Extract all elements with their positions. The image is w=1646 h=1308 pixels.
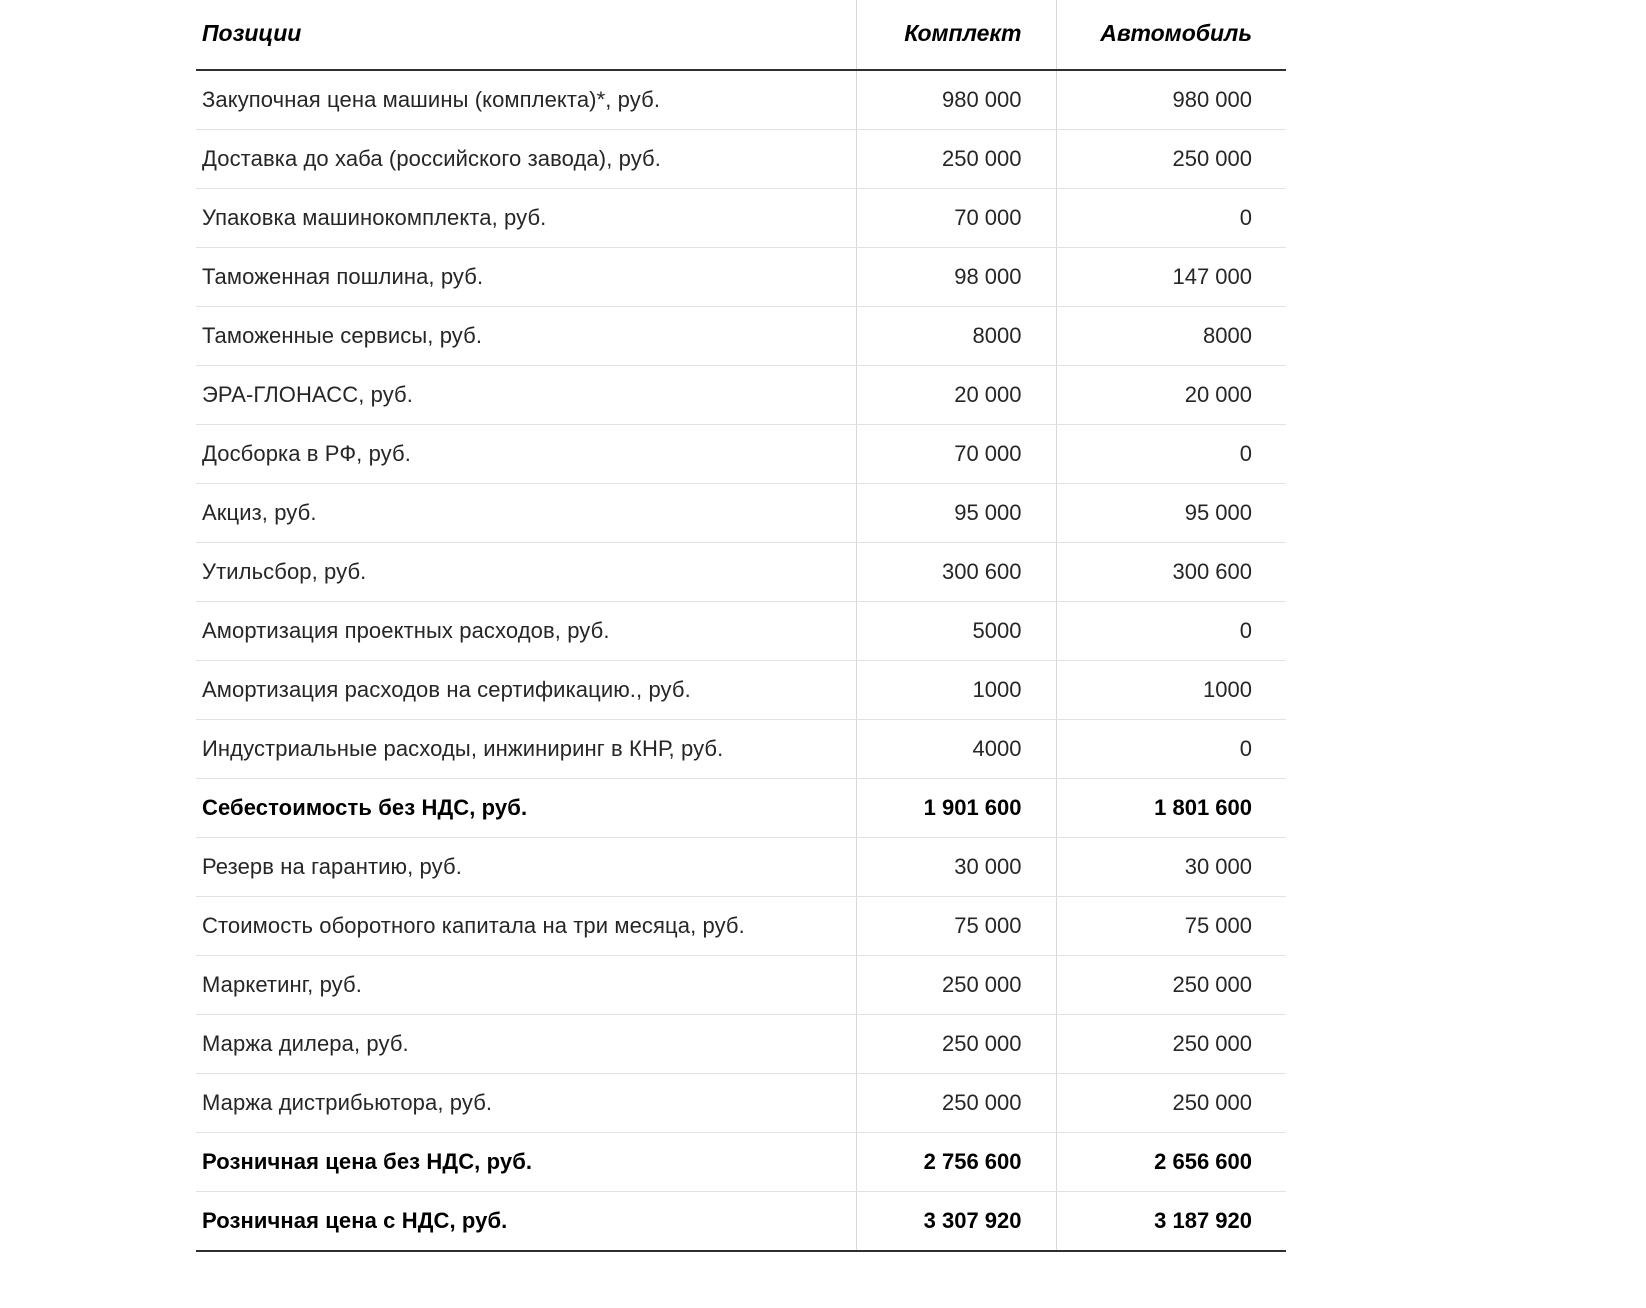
row-label: Таможенные сервисы, руб. <box>196 307 856 366</box>
row-value-kit: 4000 <box>856 720 1056 779</box>
table-body <box>196 70 1286 1251</box>
row-value-car: 95 000 <box>1056 484 1286 543</box>
table-header-row <box>196 0 1286 70</box>
table-row <box>196 130 1286 189</box>
row-label: Досборка в РФ, руб. <box>196 425 856 484</box>
table-row <box>196 543 1286 602</box>
table-row <box>196 1074 1286 1133</box>
row-label: Розничная цена с НДС, руб. <box>196 1192 856 1252</box>
row-value-car: 20 000 <box>1056 366 1286 425</box>
row-value-car: 1000 <box>1056 661 1286 720</box>
row-label: Розничная цена без НДС, руб. <box>196 1133 856 1192</box>
row-label: Таможенная пошлина, руб. <box>196 248 856 307</box>
row-value-kit: 70 000 <box>856 189 1056 248</box>
column-header-positions: Позиции <box>196 0 856 70</box>
row-label: Упаковка машинокомплекта, руб. <box>196 189 856 248</box>
cost-breakdown-table-container <box>196 0 1296 1252</box>
row-label: Амортизация проектных расходов, руб. <box>196 602 856 661</box>
row-value-car: 0 <box>1056 720 1286 779</box>
row-value-kit: 300 600 <box>856 543 1056 602</box>
table-row <box>196 661 1286 720</box>
row-label: ЭРА-ГЛОНАСС, руб. <box>196 366 856 425</box>
row-value-car: 75 000 <box>1056 897 1286 956</box>
row-value-kit: 250 000 <box>856 1015 1056 1074</box>
row-value-car: 250 000 <box>1056 1074 1286 1133</box>
table-row <box>196 425 1286 484</box>
row-value-car: 300 600 <box>1056 543 1286 602</box>
row-label: Акциз, руб. <box>196 484 856 543</box>
row-value-car: 250 000 <box>1056 956 1286 1015</box>
row-value-kit: 30 000 <box>856 838 1056 897</box>
row-value-kit: 250 000 <box>856 1074 1056 1133</box>
row-label: Маркетинг, руб. <box>196 956 856 1015</box>
row-value-kit: 95 000 <box>856 484 1056 543</box>
row-value-car: 30 000 <box>1056 838 1286 897</box>
row-value-car: 0 <box>1056 189 1286 248</box>
table-row <box>196 720 1286 779</box>
table-row <box>196 1133 1286 1192</box>
row-label: Себестоимость без НДС, руб. <box>196 779 856 838</box>
row-label: Стоимость оборотного капитала на три месяца, руб. <box>196 897 856 956</box>
row-value-car: 0 <box>1056 425 1286 484</box>
row-label: Маржа дилера, руб. <box>196 1015 856 1074</box>
row-value-car: 8000 <box>1056 307 1286 366</box>
row-value-kit: 70 000 <box>856 425 1056 484</box>
row-label: Утильсбор, руб. <box>196 543 856 602</box>
table-row <box>196 484 1286 543</box>
row-value-kit: 98 000 <box>856 248 1056 307</box>
row-value-kit: 1000 <box>856 661 1056 720</box>
row-value-kit: 1 901 600 <box>856 779 1056 838</box>
table-row <box>196 366 1286 425</box>
row-value-kit: 75 000 <box>856 897 1056 956</box>
table-row <box>196 1192 1286 1252</box>
row-value-kit: 8000 <box>856 307 1056 366</box>
row-value-car: 147 000 <box>1056 248 1286 307</box>
row-value-kit: 3 307 920 <box>856 1192 1056 1252</box>
row-value-car: 1 801 600 <box>1056 779 1286 838</box>
row-value-kit: 2 756 600 <box>856 1133 1056 1192</box>
table-row <box>196 189 1286 248</box>
row-label: Резерв на гарантию, руб. <box>196 838 856 897</box>
row-label: Закупочная цена машины (комплекта)*, руб. <box>196 70 856 130</box>
column-header-kit: Комплект <box>856 0 1056 70</box>
row-value-car: 2 656 600 <box>1056 1133 1286 1192</box>
table-row <box>196 307 1286 366</box>
row-value-car: 250 000 <box>1056 1015 1286 1074</box>
table-row <box>196 779 1286 838</box>
row-value-kit: 5000 <box>856 602 1056 661</box>
row-value-car: 3 187 920 <box>1056 1192 1286 1252</box>
table-row <box>196 838 1286 897</box>
row-value-kit: 980 000 <box>856 70 1056 130</box>
row-value-kit: 250 000 <box>856 130 1056 189</box>
table-row <box>196 956 1286 1015</box>
table-row <box>196 1015 1286 1074</box>
row-value-car: 0 <box>1056 602 1286 661</box>
row-value-car: 250 000 <box>1056 130 1286 189</box>
row-label: Амортизация расходов на сертификацию., руб. <box>196 661 856 720</box>
row-value-kit: 250 000 <box>856 956 1056 1015</box>
table-row <box>196 248 1286 307</box>
table-header <box>196 0 1286 70</box>
table-row <box>196 70 1286 130</box>
row-value-kit: 20 000 <box>856 366 1056 425</box>
row-label: Индустриальные расходы, инжиниринг в КНР, руб. <box>196 720 856 779</box>
table-row <box>196 602 1286 661</box>
row-label: Доставка до хаба (российского завода), руб. <box>196 130 856 189</box>
table-row <box>196 897 1286 956</box>
cost-breakdown-table <box>196 0 1286 1252</box>
row-value-car: 980 000 <box>1056 70 1286 130</box>
column-header-car: Автомобиль <box>1056 0 1286 70</box>
row-label: Маржа дистрибьютора, руб. <box>196 1074 856 1133</box>
